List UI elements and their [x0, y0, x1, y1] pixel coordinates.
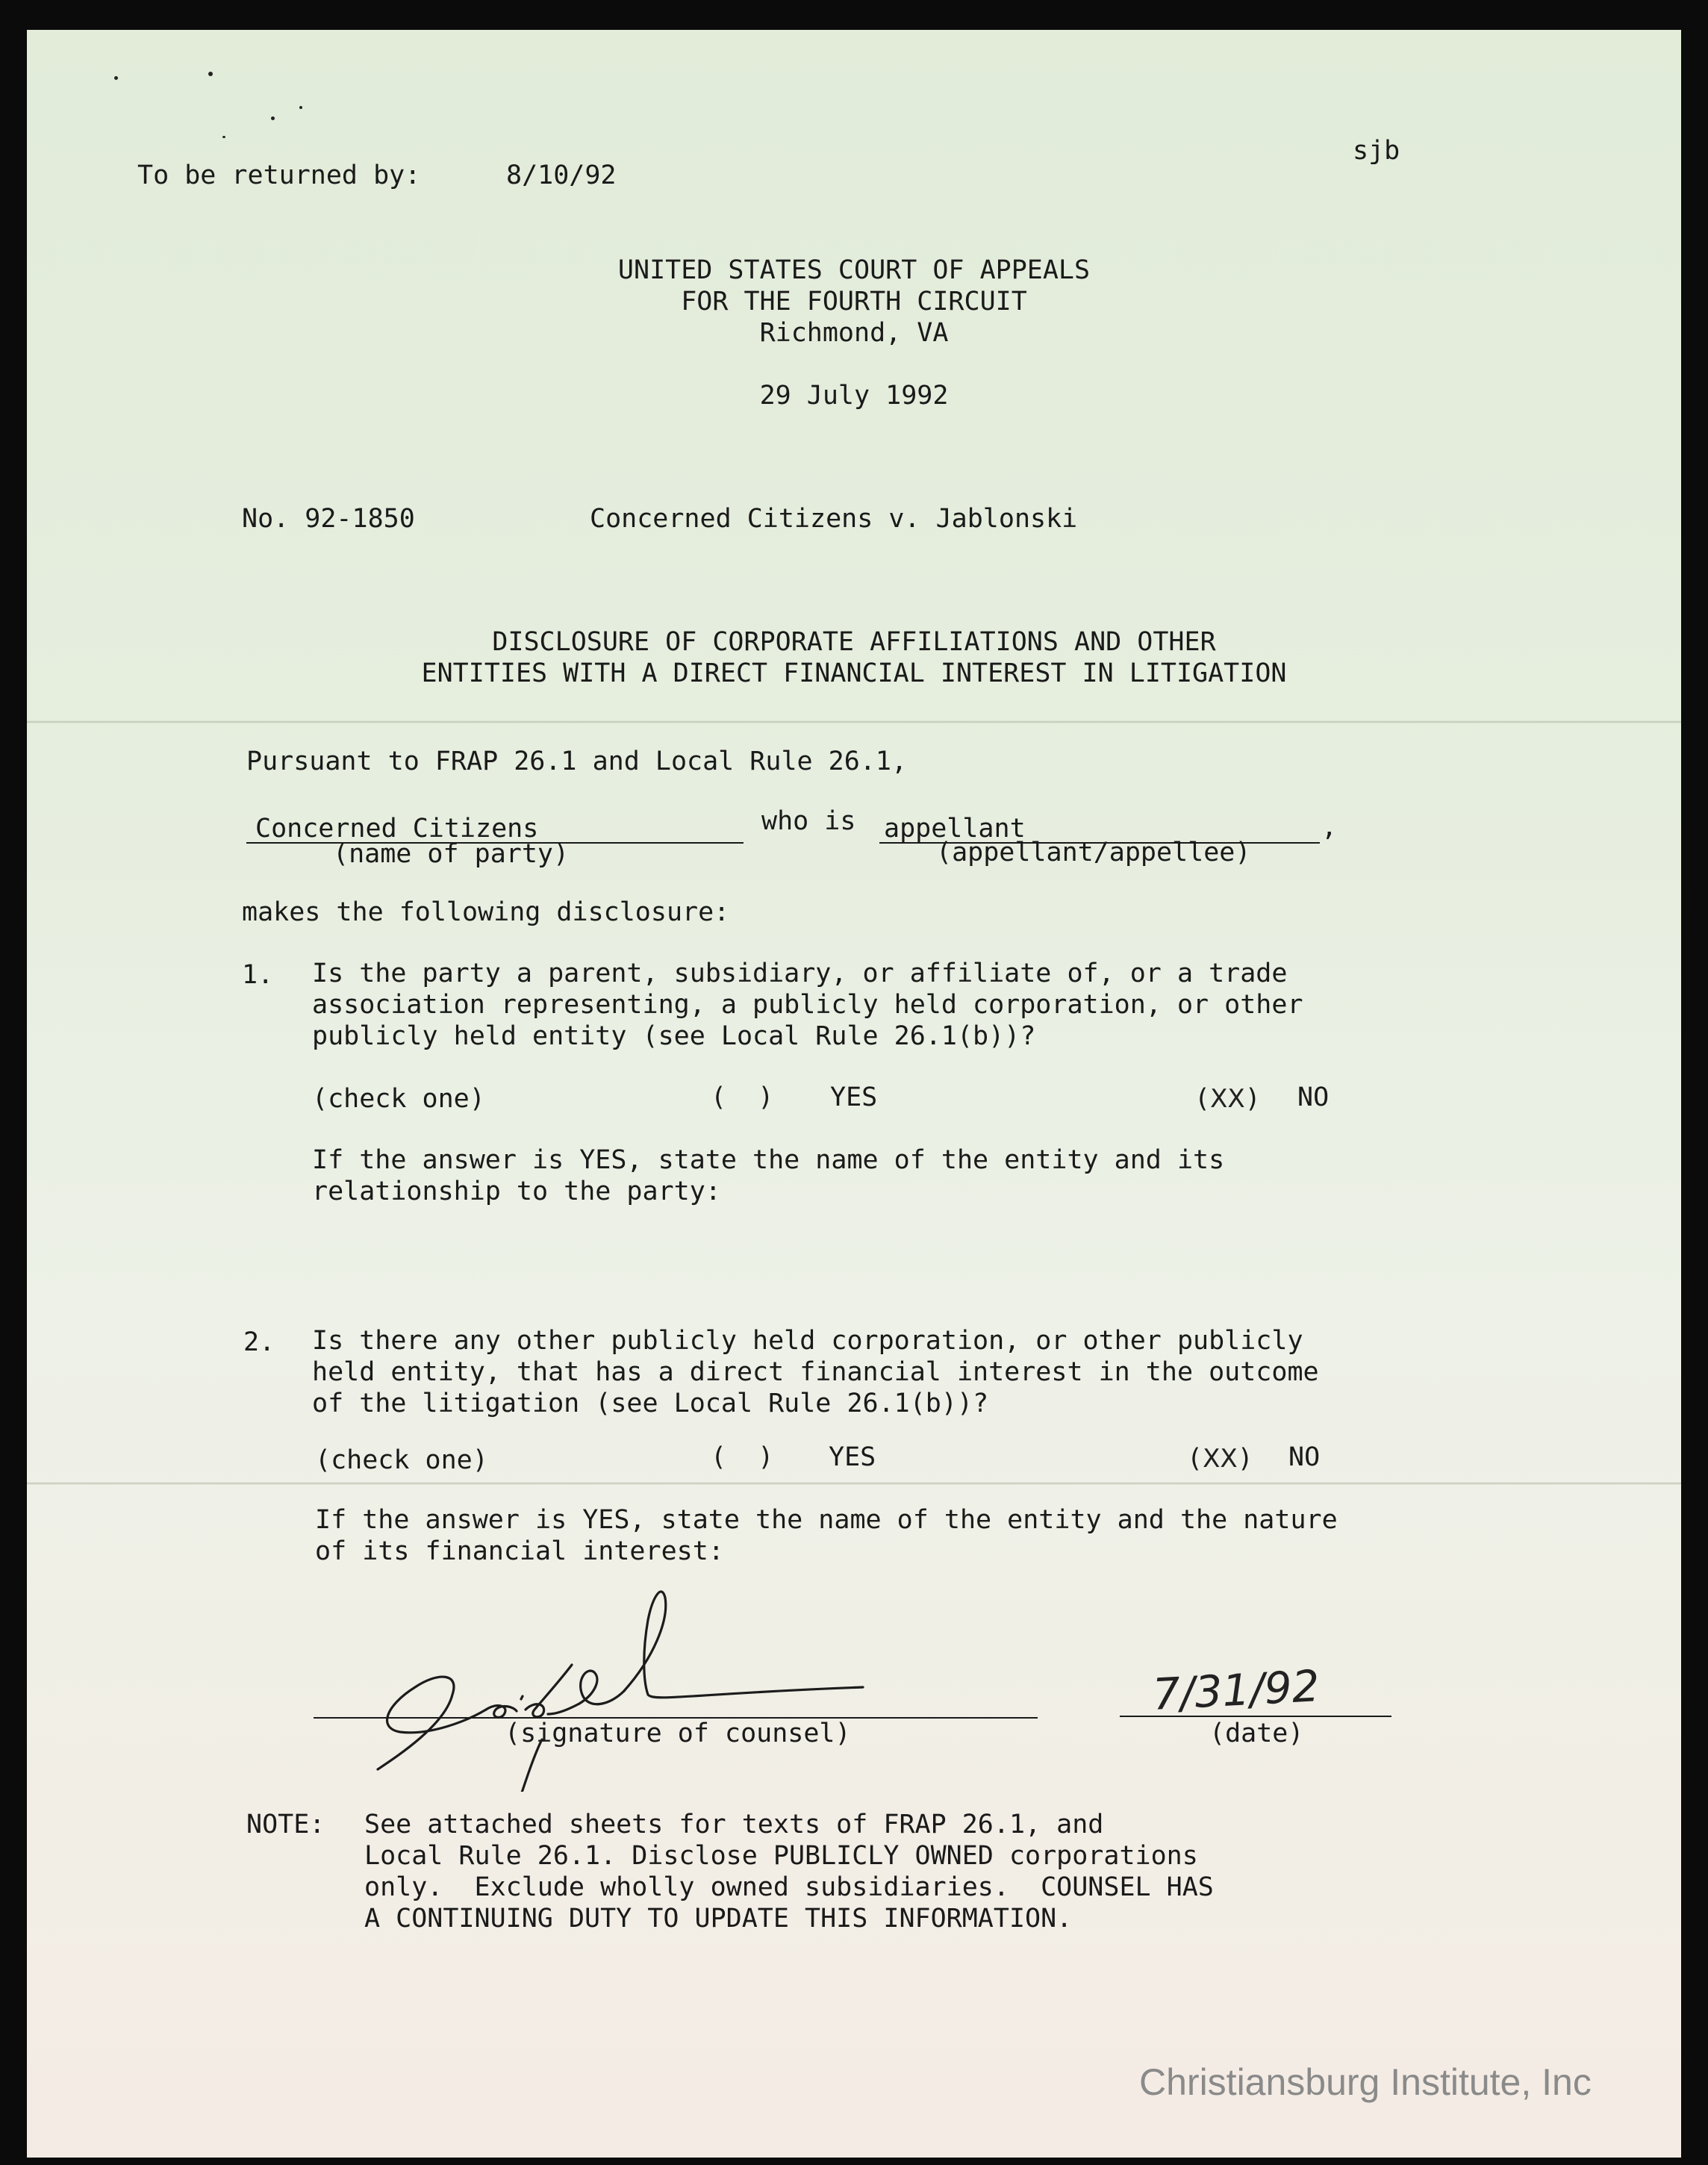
who-is-label: who is — [761, 806, 856, 836]
question-2-no-mark: XX — [1203, 1444, 1238, 1474]
question-2-followup: of its financial interest: — [315, 1536, 724, 1566]
party-role-caption: (appellant/appellee) — [936, 838, 1251, 867]
question-1-yes-checkbox: ( ) — [711, 1082, 774, 1112]
corner-initials: sjb — [1353, 136, 1400, 166]
question-2-text: held entity, that has a direct financial interest in the outcome — [312, 1357, 1319, 1387]
question-1-text: association representing, a publicly held corporation, or other — [312, 990, 1303, 1020]
note-text: only. Exclude wholly owned subsidiaries. COUNSEL HAS — [364, 1872, 1214, 1902]
paper-speck — [222, 136, 225, 138]
trailing-comma: , — [1321, 812, 1338, 842]
return-by-label: To be returned by: — [137, 161, 421, 190]
date-line — [1120, 1716, 1391, 1717]
question-1-number: 1. — [242, 960, 274, 990]
question-2-number: 2. — [243, 1327, 275, 1357]
note-label: NOTE: — [246, 1810, 325, 1840]
question-1-yes-label: YES — [830, 1082, 878, 1112]
question-2-no-checkbox: (XX) — [1187, 1444, 1253, 1474]
question-1-followup: If the answer is YES, state the name of the entity and its — [312, 1145, 1225, 1175]
question-1-text: publicly held entity (see Local Rule 26.1(b))? — [312, 1021, 1036, 1051]
question-2-text: Is there any other publicly held corporation, or other publicly — [312, 1326, 1303, 1356]
question-2-yes-checkbox: ( ) — [711, 1442, 774, 1472]
paper-speck — [271, 116, 275, 120]
question-1-check-one: (check one) — [312, 1084, 485, 1114]
court-location: Richmond, VA — [759, 318, 949, 348]
question-2-yes-label: YES — [829, 1442, 876, 1472]
return-by-date: 8/10/92 — [506, 161, 617, 190]
note-text: A CONTINUING DUTY TO UPDATE THIS INFORMATION. — [364, 1904, 1073, 1934]
paper-speck — [208, 72, 213, 76]
document-date: 29 July 1992 — [759, 381, 949, 411]
pursuant-statement: Pursuant to FRAP 26.1 and Local Rule 26.1, — [246, 747, 908, 776]
makes-disclosure: makes the following disclosure: — [242, 897, 730, 927]
paper-speck — [299, 106, 302, 109]
note-text: Local Rule 26.1. Disclose PUBLICLY OWNED corporations — [364, 1841, 1198, 1871]
case-name: Concerned Citizens v. Jablonski — [590, 504, 1078, 534]
fold-crease — [27, 1482, 1681, 1485]
question-2-text: of the litigation (see Local Rule 26.1(b))? — [312, 1389, 989, 1418]
question-2-no-label: NO — [1288, 1442, 1321, 1472]
question-1-no-checkbox: (XX) — [1194, 1084, 1261, 1114]
form-title: DISCLOSURE OF CORPORATE AFFILIATIONS AND OTHER — [492, 627, 1216, 657]
court-name: UNITED STATES COURT OF APPEALS — [617, 255, 1091, 285]
paper-speck — [114, 76, 118, 80]
note-text: See attached sheets for texts of FRAP 26.1, and — [364, 1810, 1104, 1840]
document-page — [27, 30, 1681, 2158]
party-name-caption: (name of party) — [333, 839, 570, 869]
counsel-signature — [355, 1568, 893, 1792]
question-1-no-label: NO — [1297, 1082, 1330, 1112]
party-role-value: appellant — [884, 814, 1026, 844]
court-circuit: FOR THE FOURTH CIRCUIT — [681, 287, 1027, 317]
question-1-no-mark: XX — [1210, 1084, 1245, 1114]
form-title-line2: ENTITIES WITH A DIRECT FINANCIAL INTEREST IN LITIGATION — [421, 658, 1287, 688]
signed-date: 7/31/92 — [1151, 1660, 1321, 1720]
date-caption: (date) — [1209, 1719, 1304, 1748]
question-2-check-one: (check one) — [315, 1445, 488, 1475]
fold-crease — [27, 720, 1681, 723]
watermark: Christiansburg Institute, Inc — [1139, 2061, 1592, 2103]
question-1-text: Is the party a parent, subsidiary, or affiliate of, or a trade — [312, 959, 1288, 988]
signature-caption: (signature of counsel) — [505, 1719, 851, 1748]
party-name-value: Concerned Citizens — [255, 814, 539, 844]
question-2-followup: If the answer is YES, state the name of the entity and the nature — [315, 1505, 1338, 1535]
question-1-followup: relationship to the party: — [312, 1177, 721, 1206]
case-number: No. 92-1850 — [242, 504, 415, 534]
